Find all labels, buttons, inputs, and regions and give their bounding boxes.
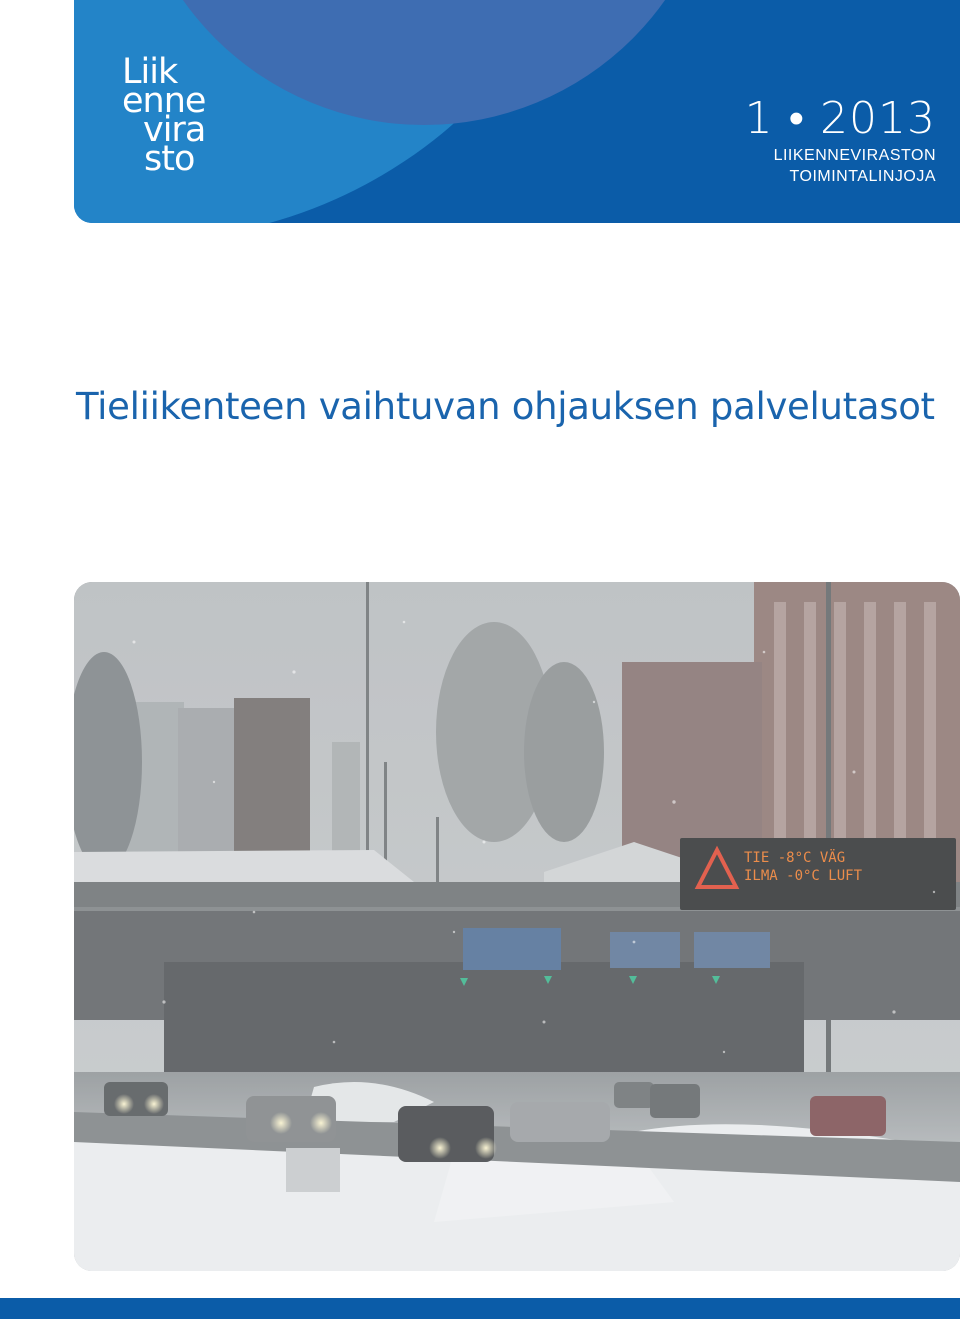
cover-photo — [74, 582, 960, 1271]
snowy-highway-photo — [74, 582, 960, 1271]
logo-line-2: enne — [122, 81, 206, 121]
sign-line-1: TIE -8°C VÄG — [744, 850, 846, 866]
series-name-line-1: LIIKENNEVIRASTON — [773, 147, 936, 164]
logo-line-3: vira — [143, 110, 206, 150]
liikennevirasto-logo — [122, 52, 206, 179]
logo-line-1: Liik — [122, 52, 178, 92]
sign-line-2: ILMA -0°C LUFT — [744, 868, 863, 884]
issue-number: 1 • 2013 — [744, 93, 936, 144]
document-title: Tieliikenteen vaihtuvan ohjauksen palvelutasot — [76, 385, 935, 428]
bottom-rule — [0, 1298, 960, 1319]
issue-block — [745, 93, 936, 187]
series-name-line-2: TOIMINTALINJOJA — [789, 168, 936, 185]
header-band — [74, 0, 960, 223]
logo-line-4: sto — [144, 139, 195, 179]
